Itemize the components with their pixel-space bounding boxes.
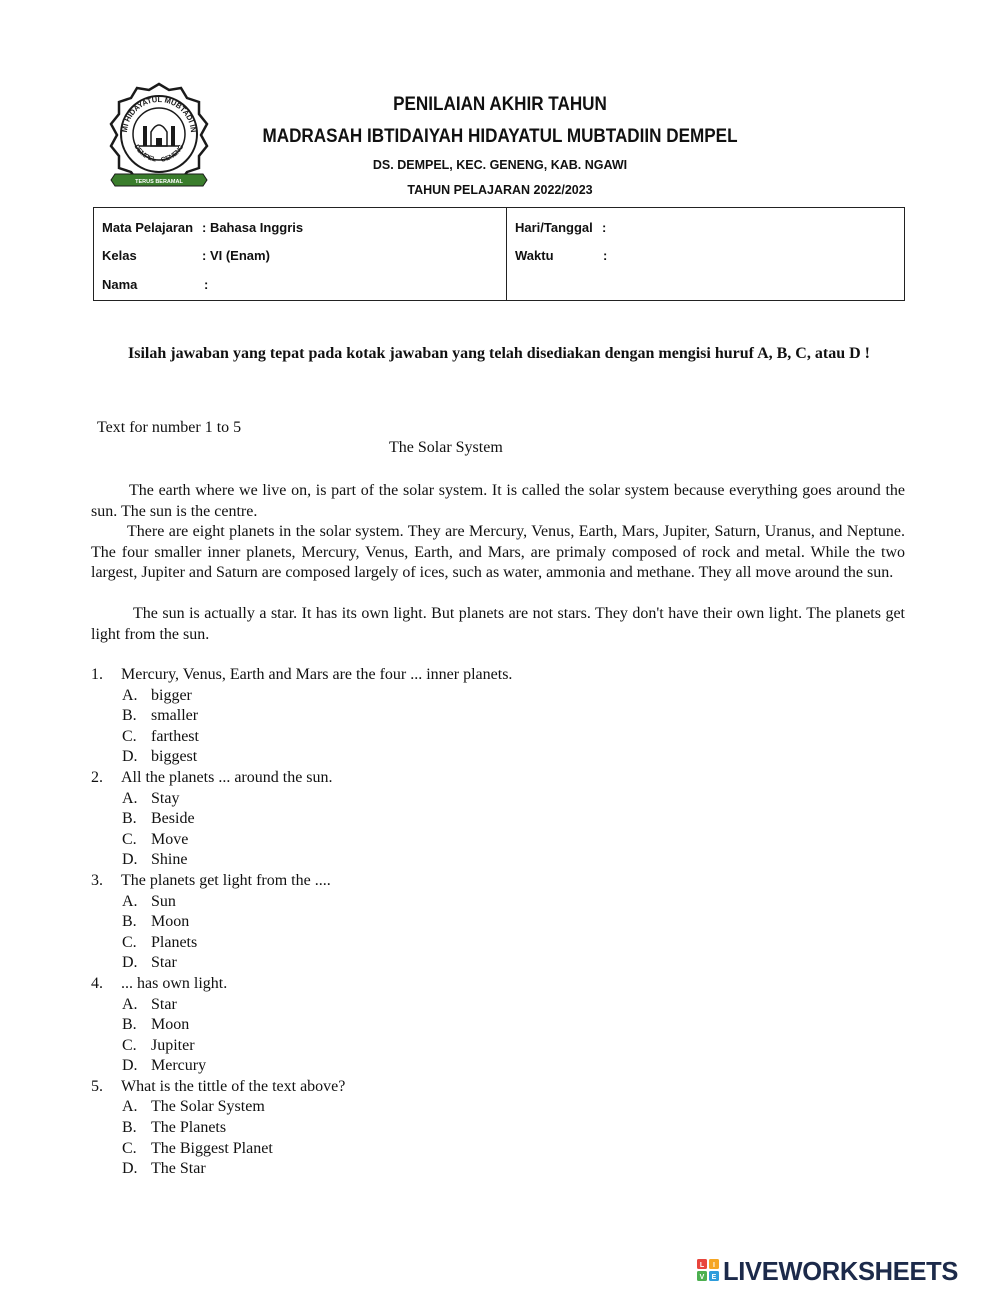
option-text: The Star <box>151 1160 206 1178</box>
option-letter: D. <box>122 851 138 869</box>
answer-option[interactable] <box>91 727 871 748</box>
answer-option[interactable] <box>91 706 871 727</box>
student-info-table <box>93 207 905 301</box>
answer-option[interactable] <box>91 1056 871 1077</box>
svg-text:MI HIDAYATUL MUBTADI IN: MI HIDAYATUL MUBTADI IN <box>119 94 199 133</box>
svg-text:TERUS BERAMAL: TERUS BERAMAL <box>135 179 183 185</box>
option-letter: A. <box>122 1098 138 1116</box>
time-label: Waktu <box>515 248 554 263</box>
answer-option[interactable] <box>91 809 871 830</box>
subject-label: Mata Pelajaran <box>102 220 194 235</box>
question-text: ... has own light. <box>121 974 228 992</box>
answer-option[interactable] <box>91 747 871 768</box>
option-letter: C. <box>122 830 137 848</box>
answer-option[interactable] <box>91 830 871 851</box>
question-item <box>91 665 871 768</box>
option-letter: B. <box>122 913 137 931</box>
option-text: Star <box>151 995 177 1013</box>
svg-text:I: I <box>713 1262 715 1269</box>
option-text: Moon <box>151 1016 190 1034</box>
class-value: : VI (Enam) <box>202 248 270 263</box>
option-text: Shine <box>151 851 188 869</box>
answer-option[interactable] <box>91 892 871 913</box>
academic-year: TAHUN PELAJARAN 2022/2023 <box>407 183 593 197</box>
option-text: Move <box>151 830 189 848</box>
svg-text:L: L <box>699 1262 705 1269</box>
question-number: 5. <box>91 1077 103 1095</box>
option-text: Moon <box>151 913 190 931</box>
school-address: DS. DEMPEL, KEC. GENENG, KAB. NGAWI <box>372 158 628 172</box>
option-letter: B. <box>122 1119 137 1137</box>
day-value: : <box>602 220 607 235</box>
reading-paragraph: The earth where we live on, is part of the solar system. It is called the solar system because everything goes around the sun. The sun is the centre. <box>91 482 905 520</box>
option-text: biggest <box>151 748 198 766</box>
reading-paragraph: There are eight planets in the solar system. They are Mercury, Venus, Earth, Mars, Jupiter, Saturn, Uranus, and Neptune. The four smaller inner planets, Mercury, Venus, Earth, and Mars, are primaly composed of rock and metal. While the two largest, Jupiter and Saturn are composed largely of ices, such as water, ammonia and methane. They all move around the sun. <box>91 523 905 581</box>
reading-title: The Solar System <box>389 439 503 456</box>
option-text: Planets <box>151 933 198 951</box>
option-text: Mercury <box>151 1057 207 1075</box>
option-text: The Biggest Planet <box>151 1139 273 1157</box>
option-text: The Solar System <box>151 1098 265 1116</box>
option-letter: A. <box>122 995 138 1013</box>
option-letter: A. <box>122 892 138 910</box>
question-item <box>91 1077 871 1180</box>
info-table-divider <box>506 208 507 300</box>
option-text: smaller <box>151 707 199 725</box>
option-letter: B. <box>122 1016 137 1034</box>
instruction-text: Isilah jawaban yang tepat pada kotak jawaban yang telah disediakan dengan mengisi huruf A, B, C, atau D ! <box>128 345 870 362</box>
time-value: : <box>603 248 608 263</box>
name-value: : <box>204 277 209 292</box>
answer-option[interactable] <box>91 912 871 933</box>
watermark-text: LIVEWORKSHEETS <box>723 1256 959 1286</box>
question-item <box>91 871 871 974</box>
answer-option[interactable] <box>91 850 871 871</box>
liveworksheets-logo-icon <box>697 1259 719 1281</box>
option-letter: C. <box>122 1139 137 1157</box>
question-item <box>91 768 871 871</box>
question-text: Mercury, Venus, Earth and Mars are the four ... inner planets. <box>121 666 513 683</box>
option-text: Beside <box>151 810 195 828</box>
school-name: MADRASAH IBTIDAIYAH HIDAYATUL MUBTADIIN DEMPEL <box>262 126 738 147</box>
svg-text:V: V <box>699 1274 705 1281</box>
option-text: Jupiter <box>151 1036 195 1054</box>
answer-option[interactable] <box>91 1118 871 1139</box>
question-text: All the planets ... around the sun. <box>121 768 333 786</box>
subject-value: : Bahasa Inggris <box>202 220 304 235</box>
reading-label: Text for number 1 to 5 <box>97 419 242 436</box>
answer-option[interactable] <box>91 686 871 707</box>
answer-option[interactable] <box>91 1015 871 1036</box>
day-label: Hari/Tanggal <box>515 220 593 235</box>
name-label: Nama <box>102 277 138 292</box>
svg-text:DEMPEL - GENENG: DEMPEL - GENENG <box>132 143 186 164</box>
option-letter: D. <box>122 1057 138 1075</box>
answer-option[interactable] <box>91 789 871 810</box>
option-letter: B. <box>122 810 137 828</box>
option-text: farthest <box>151 727 199 745</box>
option-text: The Planets <box>151 1119 227 1137</box>
answer-option[interactable] <box>91 1159 871 1180</box>
option-letter: D. <box>122 748 138 766</box>
option-letter: D. <box>122 1160 138 1178</box>
answer-option[interactable] <box>91 953 871 974</box>
option-letter: C. <box>122 933 137 951</box>
question-number: 3. <box>91 871 103 889</box>
answer-option[interactable] <box>91 1036 871 1057</box>
svg-text:E: E <box>711 1274 717 1281</box>
answer-option[interactable] <box>91 933 871 954</box>
option-letter: A. <box>122 789 138 807</box>
option-text: Star <box>151 954 177 972</box>
class-label: Kelas <box>102 248 137 263</box>
option-letter: B. <box>122 707 137 725</box>
option-text: bigger <box>151 686 192 704</box>
reading-paragraph: The sun is actually a star. It has its own light. But planets are not stars. They don't have their own light. The planets get light from the sun. <box>91 605 905 643</box>
option-letter: C. <box>122 727 137 745</box>
option-letter: C. <box>122 1036 137 1054</box>
question-text: The planets get light from the .... <box>121 871 331 889</box>
question-list <box>91 665 871 1180</box>
question-number: 1. <box>91 666 103 683</box>
answer-option[interactable] <box>91 1139 871 1160</box>
question-number: 4. <box>91 974 103 992</box>
option-text: Sun <box>151 892 176 910</box>
question-item <box>91 974 871 1077</box>
option-letter: D. <box>122 954 138 972</box>
answer-option[interactable] <box>91 995 871 1016</box>
exam-title: PENILAIAN AKHIR TAHUN <box>393 94 607 115</box>
school-emblem-icon <box>107 80 211 188</box>
question-number: 2. <box>91 768 103 786</box>
option-letter: A. <box>122 686 138 704</box>
option-text: Stay <box>151 789 180 807</box>
question-text: What is the tittle of the text above? <box>121 1077 346 1095</box>
answer-option[interactable] <box>91 1097 871 1118</box>
